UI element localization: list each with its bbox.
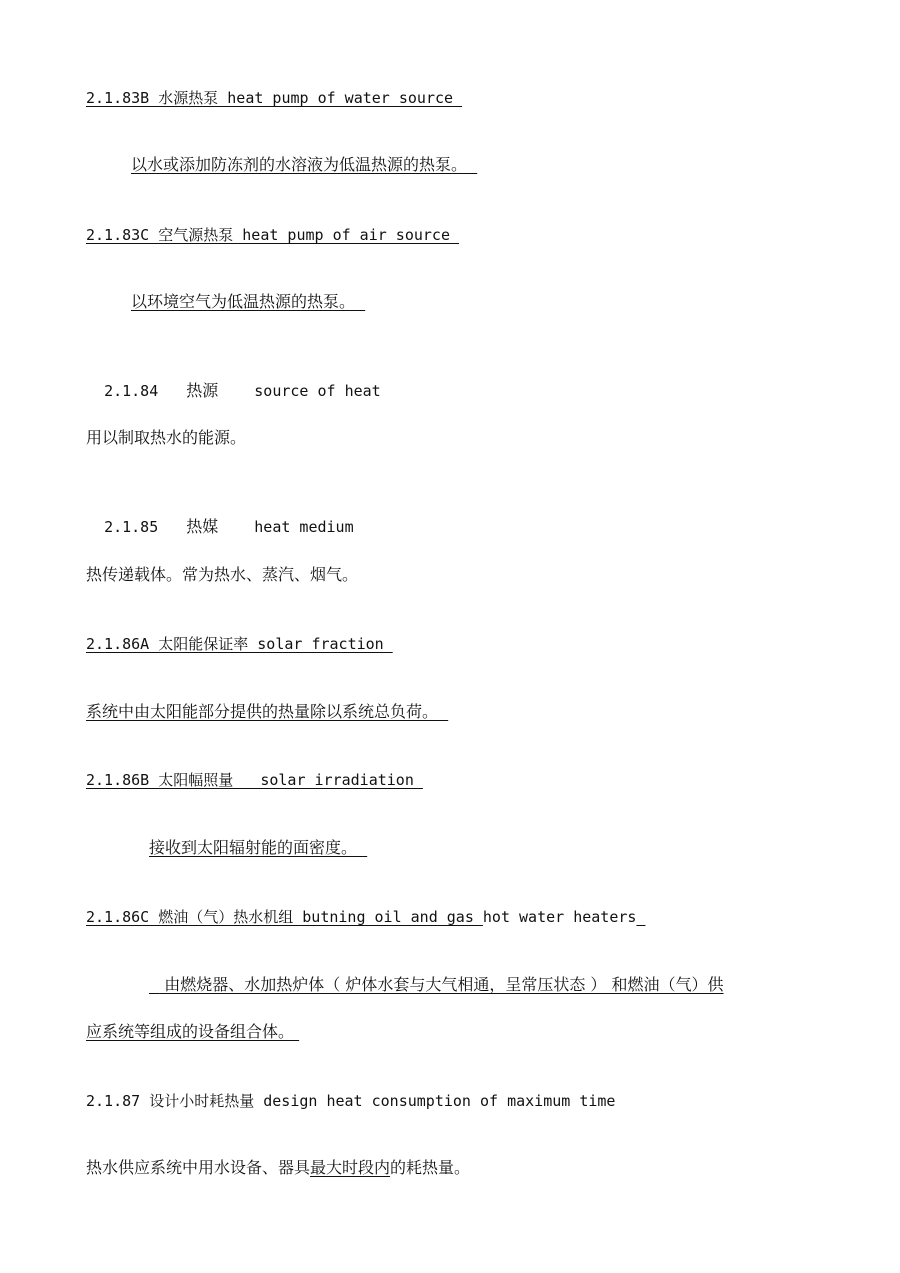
entry-term-cn: 热媒 [186, 517, 219, 536]
entry-2-1-86b-definition: 接收到太阳辐射能的面密度。 [149, 838, 368, 857]
entry-2-1-83b-title: 2.1.83B 水源热泵 heat pump of water source [86, 89, 463, 107]
entry-2-1-86a-title: 2.1.86A 太阳能保证率 solar fraction [86, 635, 393, 653]
definition-text: 由燃烧器、水加热炉体（ 炉体水套与大气相通，呈常压状态 ） 和燃油（气）供 [159, 975, 724, 994]
entry-2-1-85-title [86, 497, 354, 537]
definition-part-b-underlined: 最大时段内 [310, 1158, 391, 1177]
entry-2-1-84-definition: 用以制取热水的能源。 [86, 428, 247, 447]
entry-2-1-83c-title: 2.1.83C 空气源热泵 heat pump of air source [86, 226, 460, 244]
entry-2-1-87-definition [86, 1158, 470, 1178]
entry-2-1-87-title: 2.1.87 设计小时耗热量 design heat consumption of maximum time [86, 1092, 616, 1110]
entry-term-cn: 热源 [186, 381, 219, 400]
entry-title-rest: hot water heaters [482, 908, 637, 926]
definition-lead-blank [149, 975, 159, 994]
entry-title-underlined: 2.1.86C 燃油（气）热水机组 butning oil and gas [86, 908, 483, 926]
definition-part-c: 的耗热量。 [390, 1158, 471, 1177]
entry-number: 2.1.85 [104, 518, 159, 536]
entry-2-1-86c-definition-line2: 应系统等组成的设备组合体。 [86, 1022, 300, 1041]
entry-2-1-86a-definition: 系统中由太阳能部分提供的热量除以系统总负荷。 [86, 702, 449, 721]
entry-term-en: source of heat [254, 382, 381, 400]
entry-number: 2.1.84 [104, 382, 159, 400]
entry-term-en: heat medium [254, 518, 354, 536]
entry-2-1-86c-definition-line1 [149, 975, 724, 995]
entry-2-1-85-definition: 热传递载体。常为热水、蒸汽、烟气。 [86, 565, 359, 584]
entry-title-tail [636, 908, 645, 926]
entry-2-1-83b-definition: 以水或添加防冻剂的水溶液为低温热源的热泵。 [131, 155, 478, 174]
definition-part-a: 热水供应系统中用水设备、器具 [86, 1158, 311, 1177]
entry-2-1-83c-definition: 以环境空气为低温热源的热泵。 [131, 292, 366, 311]
entry-2-1-86c-title [86, 907, 645, 927]
entry-2-1-86b-title: 2.1.86B 太阳幅照量 solar irradiation [86, 771, 423, 789]
entry-2-1-84-title [86, 361, 381, 401]
